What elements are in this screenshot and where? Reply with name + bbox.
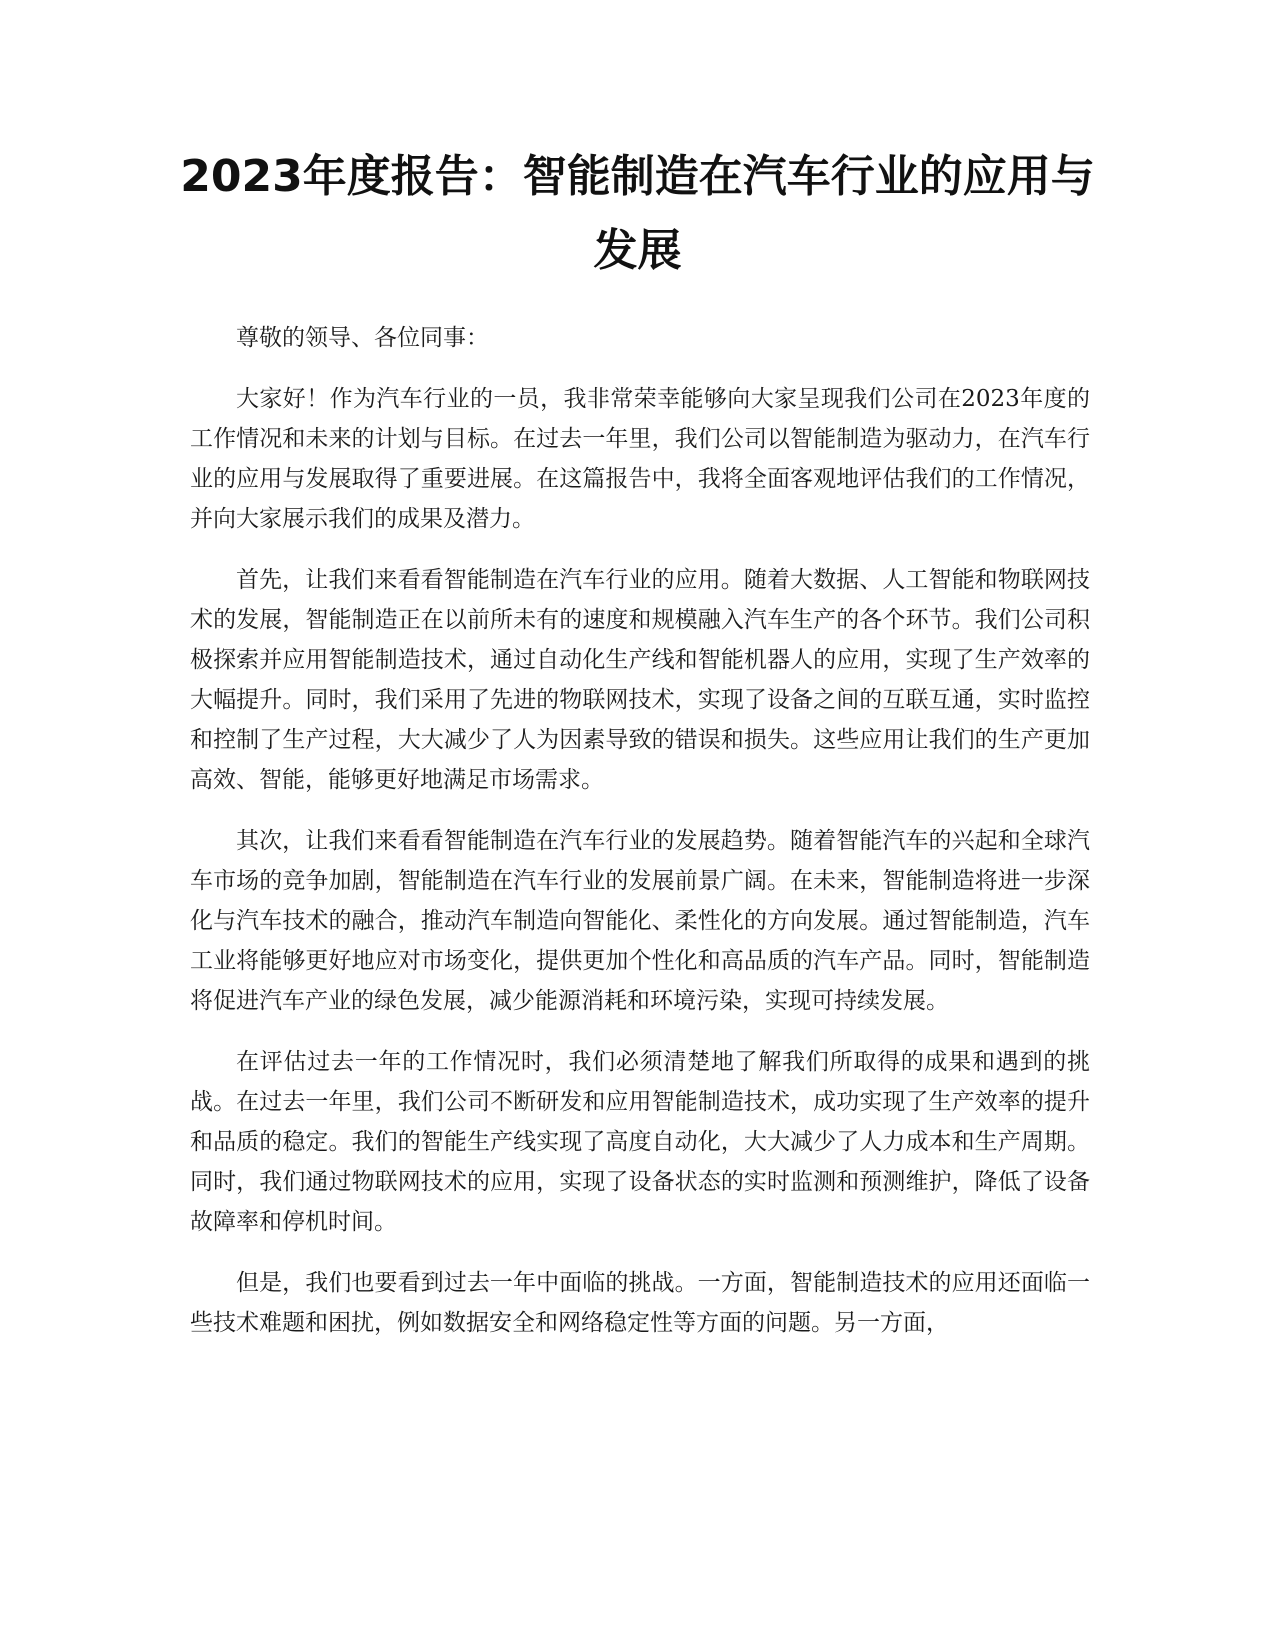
paragraph-trends: 其次，让我们来看看智能制造在汽车行业的发展趋势。随着智能汽车的兴起和全球汽车市场的竞争加剧，智能制造在汽车行业的发展前景广阔。在未来，智能制造将进一步深化与汽车技术的融合，推动汽车制造向智能化、柔性化的方向发展。通过智能制造，汽车工业将能够更好地应对市场变化，提供更加个性化和高品质的汽车产品。同时，智能制造将促进汽车产业的绿色发展，减少能源消耗和环境污染，实现可持续发展。 [190, 828, 1090, 1014]
salutation: 尊敬的领导、各位同事： [236, 325, 489, 351]
paragraph-challenges: 但是，我们也要看到过去一年中面临的挑战。一方面，智能制造技术的应用还面临一些技术难题和困扰，例如数据安全和网络稳定性等方面的问题。另一方面， [190, 1270, 1090, 1336]
document-title: 2023年度报告：智能制造在汽车行业的应用与发展 [180, 151, 1095, 276]
document-body [190, 318, 1090, 1364]
paragraph-achievements: 在评估过去一年的工作情况时，我们必须清楚地了解我们所取得的成果和遇到的挑战。在过去一年里，我们公司不断研发和应用智能制造技术，成功实现了生产效率的提升和品质的稳定。我们的智能生产线实现了高度自动化，大大减少了人力成本和生产周期。同时，我们通过物联网技术的应用，实现了设备状态的实时监测和预测维护，降低了设备故障率和停机时间。 [190, 1049, 1090, 1235]
paragraph-application: 首先，让我们来看看智能制造在汽车行业的应用。随着大数据、人工智能和物联网技术的发展，智能制造正在以前所未有的速度和规模融入汽车生产的各个环节。我们公司积极探索并应用智能制造技术，通过自动化生产线和智能机器人的应用，实现了生产效率的大幅提升。同时，我们采用了先进的物联网技术，实现了设备之间的互联互通，实时监控和控制了生产过程，大大减少了人为因素导致的错误和损失。这些应用让我们的生产更加高效、智能，能够更好地满足市场需求。 [190, 567, 1090, 793]
paragraph-intro: 大家好！作为汽车行业的一员，我非常荣幸能够向大家呈现我们公司在2023年度的工作情况和未来的计划与目标。在过去一年里，我们公司以智能制造为驱动力，在汽车行业的应用与发展取得了重要进展。在这篇报告中，我将全面客观地评估我们的工作情况，并向大家展示我们的成果及潜力。 [190, 386, 1090, 532]
